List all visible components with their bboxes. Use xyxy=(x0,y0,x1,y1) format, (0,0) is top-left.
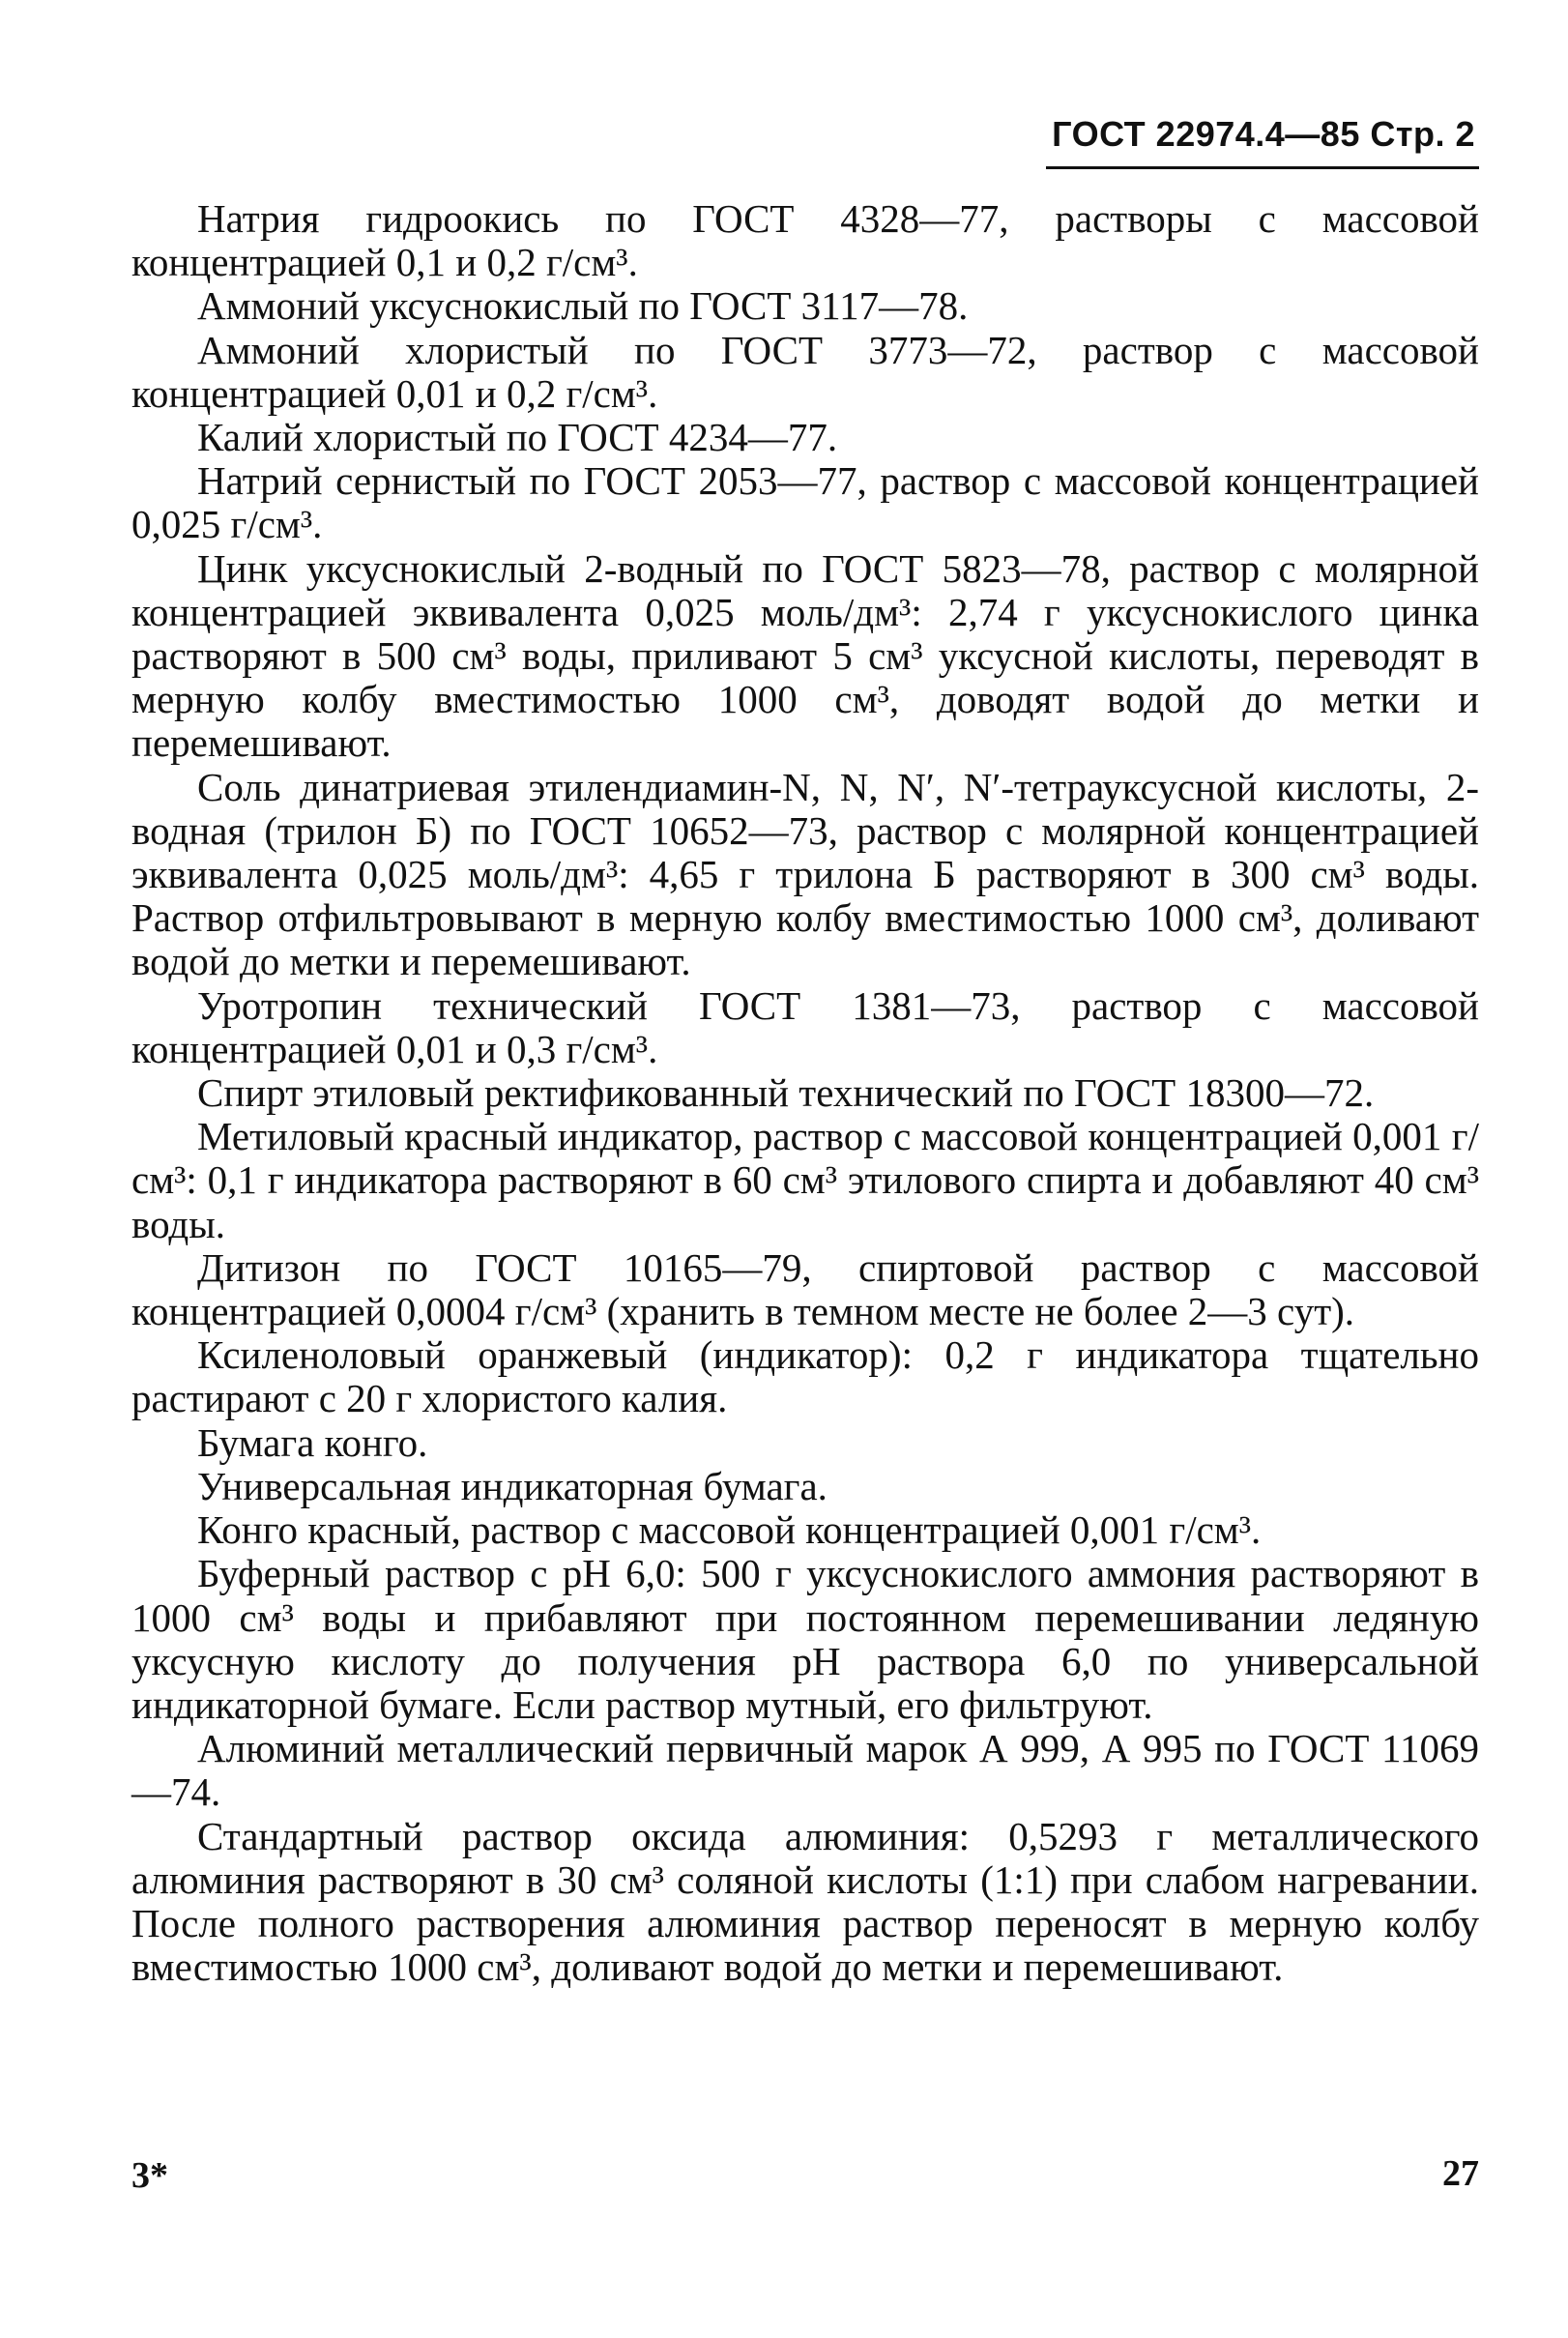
paragraph: Уротропин технический ГОСТ 1381—73, раствор с массовой концентрацией 0,01 и 0,3 г/см³. xyxy=(131,982,1479,1071)
paragraph: Алюминий металлический первичный марок А 999, А 995 по ГОСТ 11069—74. xyxy=(131,1726,1479,1815)
paragraph: Спирт этиловый ректификованный технический по ГОСТ 18300—72. xyxy=(197,1070,1375,1116)
paragraph: Калий хлористый по ГОСТ 4234—77. xyxy=(197,415,838,460)
footer-signature-mark: 3* xyxy=(131,2155,168,2196)
paragraph: Натрий сернистый по ГОСТ 2053—77, раствор с массовой концентрацией 0,025 г/см³. xyxy=(131,458,1479,547)
paragraph: Конго красный, раствор с массовой концентрацией 0,001 г/см³. xyxy=(197,1507,1262,1553)
paragraph: Стандартный раствор оксида алюминия: 0,5293 г металлического алюминия растворяют в 30 см³ соляной кислоты (1:1) при слабом нагревании. После полного растворения алюминия раствор переносят в мерную колбу вместимостью 1000 см³, доливают водой до метки и перемешивают. xyxy=(131,1813,1479,1990)
header-rule xyxy=(1046,166,1479,169)
document-body xyxy=(131,197,1479,1989)
paragraph: Аммоний уксуснокислый по ГОСТ 3117—78. xyxy=(197,283,969,329)
paragraph: Соль динатриевая этилендиамин-N, N, N′, N′-тетрауксусной кислоты, 2-водная (трилон Б) по ГОСТ 10652—73, раствор с молярной концентрацией эквивалента 0,025 моль/дм³: 4,65 г трилона Б растворяют в 300 см³ воды. Раствор отфильтровывают в мерную колбу вместимостью 1000 см³, доливают водой до метки и перемешивают. xyxy=(131,764,1479,984)
page-number: 27 xyxy=(1442,2153,1479,2194)
paragraph: Аммоний хлористый по ГОСТ 3773—72, раствор с массовой концентрацией 0,01 и 0,2 г/см³. xyxy=(131,327,1479,416)
paragraph: Цинк уксуснокислый 2-водный по ГОСТ 5823—78, раствор с молярной концентрацией эквивалента 0,025 моль/дм³: 2,74 г уксуснокислого цинка растворяют в 500 см³ воды, приливают 5 см³ уксусной кислоты, переводят в мерную колбу вместимостью 1000 см³, доводят водой до метки и перемешивают. xyxy=(131,545,1479,766)
paragraph: Универсальная индикаторная бумага. xyxy=(197,1463,828,1508)
paragraph: Метиловый красный индикатор, раствор с массовой концентрацией 0,001 г/см³: 0,1 г индикатора растворяют в 60 см³ этилового спирта и добавляют 40 см³ воды. xyxy=(131,1114,1479,1246)
paragraph: Ксиленоловый оранжевый (индикатор): 0,2 г индикатора тщательно растирают с 20 г хлористого калия. xyxy=(131,1332,1479,1421)
paragraph: Бумага конго. xyxy=(197,1419,428,1465)
paragraph: Буферный раствор с рН 6,0: 500 г уксуснокислого аммония растворяют в 1000 см³ воды и прибавляют при постоянном перемешивании ледяную уксусную кислоту до получения рН раствора 6,0 по универсальной индикаторной бумаге. Если раствор мутный, его фильтруют. xyxy=(131,1551,1479,1727)
page-header: ГОСТ 22974.4—85 Стр. 2 xyxy=(1052,114,1475,154)
paragraph: Дитизон по ГОСТ 10165—79, спиртовой раствор с массовой концентрацией 0,0004 г/см³ (хранить в темном месте не более 2—3 сут). xyxy=(131,1244,1479,1334)
paragraph: Натрия гидроокись по ГОСТ 4328—77, растворы с массовой концентрацией 0,1 и 0,2 г/см³. xyxy=(131,196,1479,285)
